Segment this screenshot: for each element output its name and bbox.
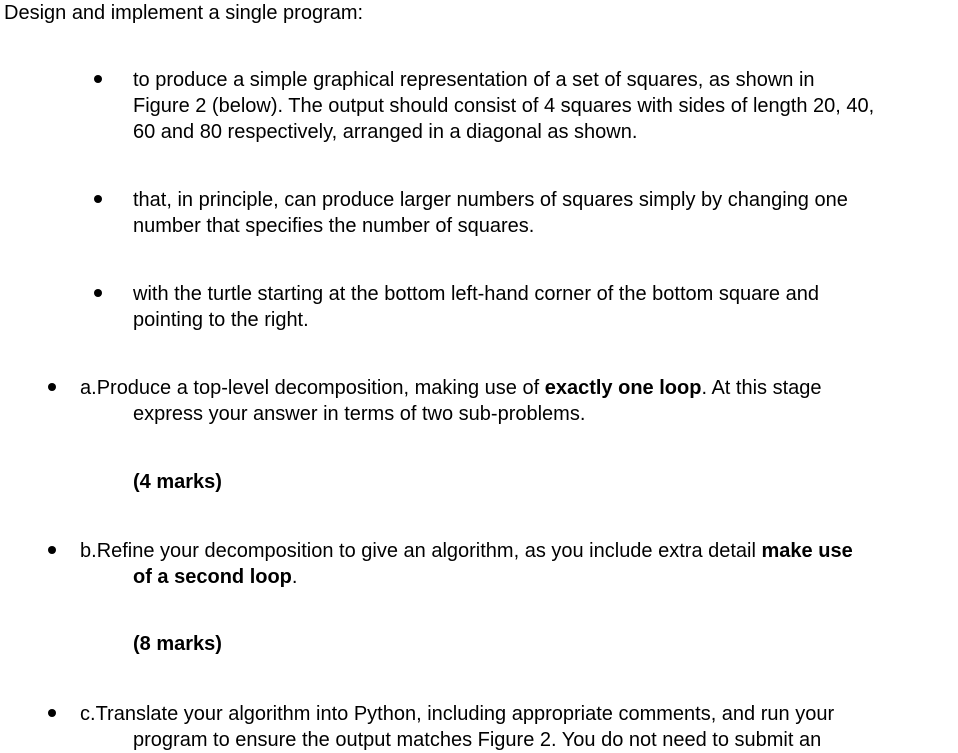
bullet-icon bbox=[48, 383, 56, 391]
task-c-line-1 bbox=[80, 701, 834, 727]
requirement-3-line-2: pointing to the right. bbox=[133, 309, 309, 331]
task-b-marks: (8 marks) bbox=[133, 633, 222, 655]
requirement-1-line-1: to produce a simple graphical representation of a set of squares, as shown in bbox=[133, 69, 815, 91]
task-b-text: Refine your decomposition to give an algorithm, as you include extra detail bbox=[96, 540, 762, 562]
bullet-icon bbox=[94, 195, 102, 203]
bullet-icon bbox=[94, 75, 102, 83]
bullet-icon bbox=[94, 289, 102, 297]
requirement-1-line-2: Figure 2 (below). The output should consist of 4 squares with sides of length 20, 40, bbox=[133, 95, 875, 117]
task-c-line-2: program to ensure the output matches Figure 2. You do not need to submit an bbox=[133, 729, 822, 751]
page-heading: Design and implement a single program: bbox=[4, 2, 364, 24]
task-a-line-2: express your answer in terms of two sub-problems. bbox=[133, 403, 586, 425]
requirement-2-line-1: that, in principle, can produce larger numbers of squares simply by changing one bbox=[133, 189, 848, 211]
task-b-emphasis: make use bbox=[761, 540, 853, 562]
task-a-marks: (4 marks) bbox=[133, 471, 222, 493]
task-c-text: Translate your algorithm into Python, including appropriate comments, and run your bbox=[95, 703, 835, 725]
bullet-icon bbox=[48, 546, 56, 554]
task-a-line-1 bbox=[80, 375, 822, 401]
task-b-text-end: . bbox=[291, 566, 298, 588]
task-a-emphasis: exactly one loop bbox=[544, 377, 702, 399]
task-a-text-end: . At this stage bbox=[701, 377, 822, 399]
task-c-label: c. bbox=[80, 703, 96, 725]
task-b-line-1 bbox=[80, 538, 853, 564]
requirement-3-line-1: with the turtle starting at the bottom left-hand corner of the bottom square and bbox=[133, 283, 819, 305]
task-b-emphasis-2: of a second loop bbox=[133, 566, 292, 588]
task-b-label: b. bbox=[80, 540, 97, 562]
requirement-1-line-3: 60 and 80 respectively, arranged in a diagonal as shown. bbox=[133, 121, 638, 143]
requirement-2-line-2: number that specifies the number of squares. bbox=[133, 215, 535, 237]
task-a-label: a. bbox=[80, 377, 97, 399]
bullet-icon bbox=[48, 709, 56, 717]
task-a-text: Produce a top-level decomposition, making use of bbox=[96, 377, 545, 399]
task-b-line-2 bbox=[133, 564, 297, 590]
